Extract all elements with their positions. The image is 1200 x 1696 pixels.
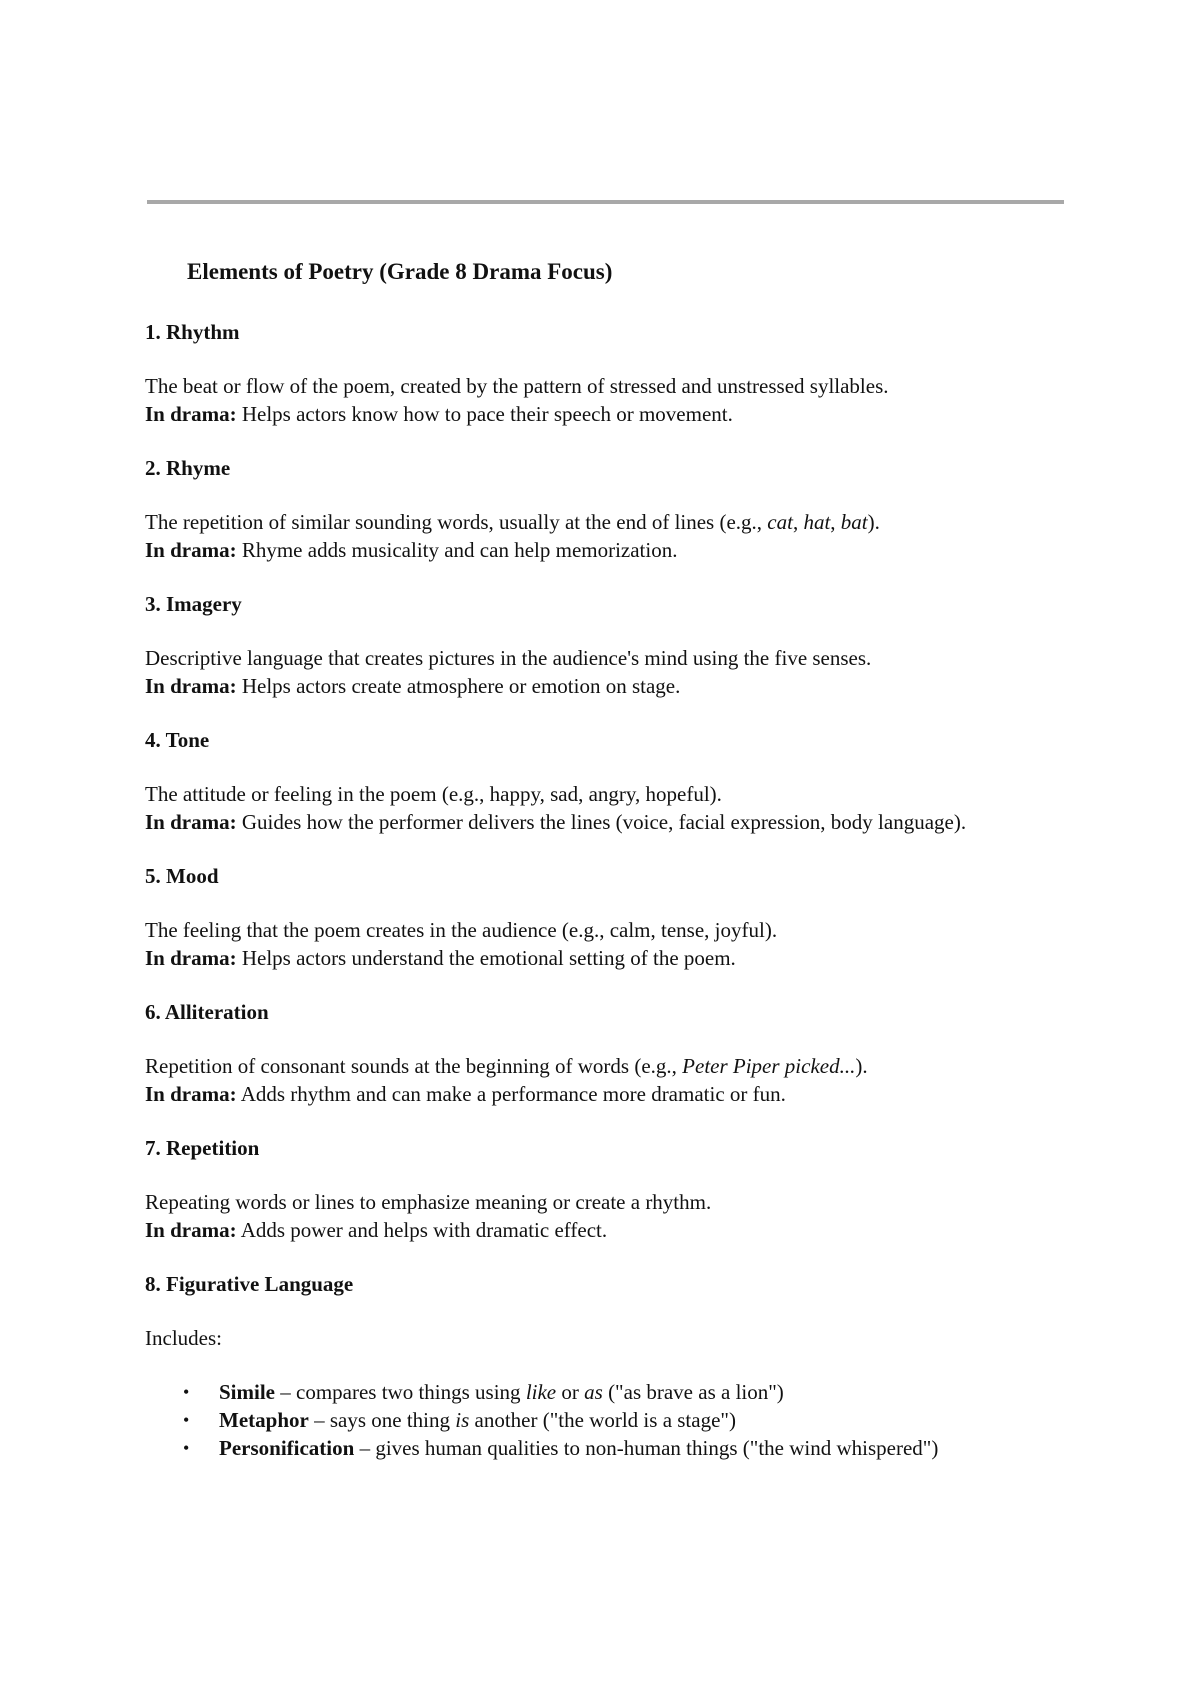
drama-label: In drama: [145,538,237,562]
list-item-simile: • Simile – compares two things using like or as ("as brave as a lion") [183,1380,784,1404]
bullet-icon: • [183,1382,190,1402]
section-rhythm [145,318,1085,428]
section-tone [145,726,1085,836]
section-definition: Repetition of consonant sounds at the beginning of words (e.g., Peter Piper picked...). [145,1054,868,1078]
section-definition: Descriptive language that creates pictures in the audience's mind using the five senses. [145,646,872,670]
section-heading: 5. Mood [145,864,219,888]
section-drama-note: In drama: Adds rhythm and can make a performance more dramatic or fun. [145,1082,786,1106]
section-imagery [145,590,1085,700]
section-rhyme [145,454,1085,564]
section-drama-note: In drama: Guides how the performer delivers the lines (voice, facial expression, body language). [145,810,967,834]
section-drama-note: In drama: Helps actors know how to pace their speech or movement. [145,402,733,426]
drama-label: In drama: [145,946,237,970]
section-heading: 8. Figurative Language [145,1272,354,1296]
drama-label: In drama: [145,1082,237,1106]
section-heading: 3. Imagery [145,592,242,616]
header-rule [147,200,1064,204]
bullet-icon: • [183,1410,190,1430]
drama-label: In drama: [145,674,237,698]
section-definition: The feeling that the poem creates in the audience (e.g., calm, tense, joyful). [145,918,778,942]
section-drama-note: In drama: Helps actors understand the emotional setting of the poem. [145,946,736,970]
includes-label: Includes: [145,1326,222,1350]
section-drama-note: In drama: Adds power and helps with dramatic effect. [145,1218,608,1242]
drama-label: In drama: [145,810,237,834]
list-item-metaphor: • Metaphor – says one thing is another ("the world is a stage") [183,1408,736,1432]
section-definition: The beat or flow of the poem, created by the pattern of stressed and unstressed syllables. [145,374,889,398]
bullet-icon: • [183,1438,190,1458]
list-item-personification: • Personification – gives human qualities to non-human things ("the wind whispered") [183,1436,939,1460]
section-heading: 7. Repetition [145,1136,260,1160]
section-heading: 4. Tone [145,728,210,752]
section-heading: 2. Rhyme [145,456,231,480]
section-repetition [145,1134,1085,1244]
section-alliteration [145,998,1085,1108]
document-title: Elements of Poetry (Grade 8 Drama Focus) [187,259,613,284]
drama-label: In drama: [145,402,237,426]
figurative-list [145,1378,1085,1462]
drama-label: In drama: [145,1218,237,1242]
section-drama-note: In drama: Helps actors create atmosphere or emotion on stage. [145,674,681,698]
section-mood [145,862,1085,972]
section-heading: 1. Rhythm [145,320,240,344]
section-drama-note: In drama: Rhyme adds musicality and can help memorization. [145,538,678,562]
section-heading: 6. Alliteration [145,1000,269,1024]
section-definition: The attitude or feeling in the poem (e.g., happy, sad, angry, hopeful). [145,782,722,806]
section-definition: The repetition of similar sounding words, usually at the end of lines (e.g., cat, hat, bat). [145,510,880,534]
section-figurative-language [145,1270,1085,1462]
section-definition: Repeating words or lines to emphasize meaning or create a rhythm. [145,1190,712,1214]
document-body [145,318,1085,1488]
